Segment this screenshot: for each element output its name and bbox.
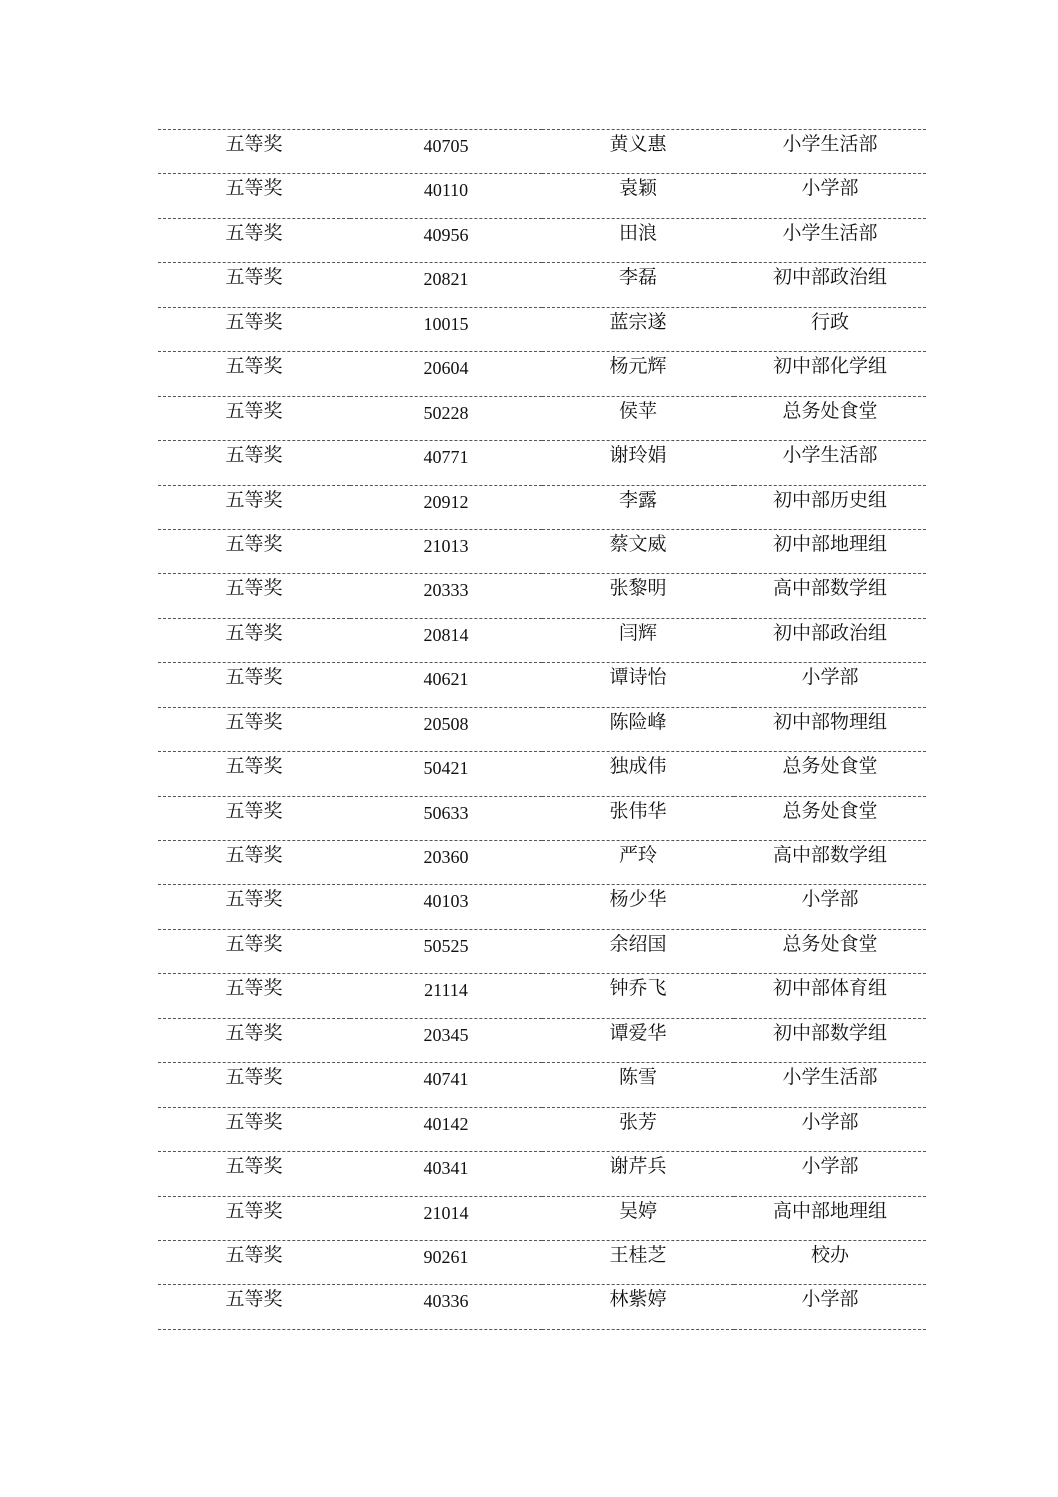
department-cell: 总务处食堂 bbox=[734, 752, 926, 796]
table-row bbox=[158, 130, 926, 174]
employee-name-cell: 陈雪 bbox=[542, 1063, 734, 1107]
department-cell: 初中部政治组 bbox=[734, 618, 926, 662]
table-row bbox=[158, 263, 926, 307]
award-level-cell: 五等奖 bbox=[158, 130, 350, 174]
award-level-cell: 五等奖 bbox=[158, 352, 350, 396]
department-cell: 小学部 bbox=[734, 1285, 926, 1329]
employee-name-cell: 张黎明 bbox=[542, 574, 734, 618]
department-cell: 初中部地理组 bbox=[734, 529, 926, 573]
table-row bbox=[158, 929, 926, 973]
table-row bbox=[158, 1107, 926, 1151]
employee-name-cell: 谢玲娟 bbox=[542, 441, 734, 485]
table-row bbox=[158, 1152, 926, 1196]
employee-id-cell: 10015 bbox=[350, 307, 542, 351]
employee-id-cell: 40705 bbox=[350, 130, 542, 174]
employee-name-cell: 吴婷 bbox=[542, 1196, 734, 1240]
table-row bbox=[158, 485, 926, 529]
department-cell: 高中部数学组 bbox=[734, 574, 926, 618]
employee-id-cell: 20345 bbox=[350, 1018, 542, 1062]
department-cell: 小学生活部 bbox=[734, 218, 926, 262]
award-level-cell: 五等奖 bbox=[158, 218, 350, 262]
employee-id-cell: 90261 bbox=[350, 1240, 542, 1284]
employee-name-cell: 蓝宗遂 bbox=[542, 307, 734, 351]
employee-id-cell: 40341 bbox=[350, 1152, 542, 1196]
employee-name-cell: 王桂芝 bbox=[542, 1240, 734, 1284]
employee-name-cell: 谭诗怡 bbox=[542, 663, 734, 707]
employee-name-cell: 余绍国 bbox=[542, 929, 734, 973]
department-cell: 小学部 bbox=[734, 1107, 926, 1151]
employee-name-cell: 杨元辉 bbox=[542, 352, 734, 396]
table-row bbox=[158, 885, 926, 929]
department-cell: 小学生活部 bbox=[734, 1063, 926, 1107]
award-level-cell: 五等奖 bbox=[158, 885, 350, 929]
department-cell: 小学部 bbox=[734, 663, 926, 707]
employee-name-cell: 谭爱华 bbox=[542, 1018, 734, 1062]
employee-id-cell: 40956 bbox=[350, 218, 542, 262]
award-level-cell: 五等奖 bbox=[158, 663, 350, 707]
employee-name-cell: 田浪 bbox=[542, 218, 734, 262]
award-rows bbox=[158, 130, 926, 1330]
employee-name-cell: 严玲 bbox=[542, 841, 734, 885]
department-cell: 行政 bbox=[734, 307, 926, 351]
award-level-cell: 五等奖 bbox=[158, 707, 350, 751]
employee-name-cell: 陈险峰 bbox=[542, 707, 734, 751]
employee-name-cell: 杨少华 bbox=[542, 885, 734, 929]
award-level-cell: 五等奖 bbox=[158, 485, 350, 529]
award-level-cell: 五等奖 bbox=[158, 841, 350, 885]
department-cell: 总务处食堂 bbox=[734, 396, 926, 440]
employee-id-cell: 20508 bbox=[350, 707, 542, 751]
award-level-cell: 五等奖 bbox=[158, 929, 350, 973]
employee-id-cell: 50525 bbox=[350, 929, 542, 973]
employee-id-cell: 20814 bbox=[350, 618, 542, 662]
employee-id-cell: 21014 bbox=[350, 1196, 542, 1240]
award-level-cell: 五等奖 bbox=[158, 307, 350, 351]
award-level-cell: 五等奖 bbox=[158, 1152, 350, 1196]
table-row bbox=[158, 352, 926, 396]
employee-name-cell: 李露 bbox=[542, 485, 734, 529]
department-cell: 初中部数学组 bbox=[734, 1018, 926, 1062]
department-cell: 高中部数学组 bbox=[734, 841, 926, 885]
award-level-cell: 五等奖 bbox=[158, 1063, 350, 1107]
award-level-cell: 五等奖 bbox=[158, 441, 350, 485]
employee-name-cell: 林紫婷 bbox=[542, 1285, 734, 1329]
employee-name-cell: 黄义惠 bbox=[542, 130, 734, 174]
department-cell: 总务处食堂 bbox=[734, 929, 926, 973]
table-row bbox=[158, 218, 926, 262]
award-level-cell: 五等奖 bbox=[158, 396, 350, 440]
table-row bbox=[158, 307, 926, 351]
award-level-cell: 五等奖 bbox=[158, 974, 350, 1018]
department-cell: 校办 bbox=[734, 1240, 926, 1284]
award-level-cell: 五等奖 bbox=[158, 1196, 350, 1240]
table-row bbox=[158, 663, 926, 707]
department-cell: 初中部化学组 bbox=[734, 352, 926, 396]
employee-id-cell: 50633 bbox=[350, 796, 542, 840]
table-row bbox=[158, 618, 926, 662]
award-list-table bbox=[158, 129, 926, 1330]
table-row bbox=[158, 529, 926, 573]
award-level-cell: 五等奖 bbox=[158, 1285, 350, 1329]
employee-name-cell: 钟乔飞 bbox=[542, 974, 734, 1018]
employee-id-cell: 21114 bbox=[350, 974, 542, 1018]
table-row bbox=[158, 1196, 926, 1240]
table-row bbox=[158, 1063, 926, 1107]
department-cell: 小学生活部 bbox=[734, 441, 926, 485]
department-cell: 初中部历史组 bbox=[734, 485, 926, 529]
employee-id-cell: 50421 bbox=[350, 752, 542, 796]
table-row bbox=[158, 174, 926, 218]
award-level-cell: 五等奖 bbox=[158, 574, 350, 618]
department-cell: 小学部 bbox=[734, 1152, 926, 1196]
employee-id-cell: 20821 bbox=[350, 263, 542, 307]
department-cell: 高中部地理组 bbox=[734, 1196, 926, 1240]
award-level-cell: 五等奖 bbox=[158, 529, 350, 573]
employee-id-cell: 40336 bbox=[350, 1285, 542, 1329]
employee-name-cell: 侯苹 bbox=[542, 396, 734, 440]
table-row bbox=[158, 396, 926, 440]
table-row bbox=[158, 974, 926, 1018]
employee-id-cell: 20604 bbox=[350, 352, 542, 396]
employee-id-cell: 40771 bbox=[350, 441, 542, 485]
table-row bbox=[158, 707, 926, 751]
employee-name-cell: 独成伟 bbox=[542, 752, 734, 796]
employee-id-cell: 40142 bbox=[350, 1107, 542, 1151]
employee-id-cell: 20333 bbox=[350, 574, 542, 618]
employee-name-cell: 张芳 bbox=[542, 1107, 734, 1151]
department-cell: 总务处食堂 bbox=[734, 796, 926, 840]
award-level-cell: 五等奖 bbox=[158, 1107, 350, 1151]
employee-id-cell: 40621 bbox=[350, 663, 542, 707]
table-row bbox=[158, 841, 926, 885]
employee-id-cell: 20360 bbox=[350, 841, 542, 885]
employee-name-cell: 袁颖 bbox=[542, 174, 734, 218]
employee-id-cell: 20912 bbox=[350, 485, 542, 529]
department-cell: 初中部体育组 bbox=[734, 974, 926, 1018]
department-cell: 小学部 bbox=[734, 174, 926, 218]
table-row bbox=[158, 1285, 926, 1329]
employee-name-cell: 李磊 bbox=[542, 263, 734, 307]
department-cell: 小学部 bbox=[734, 885, 926, 929]
award-level-cell: 五等奖 bbox=[158, 796, 350, 840]
table-row bbox=[158, 796, 926, 840]
employee-name-cell: 蔡文威 bbox=[542, 529, 734, 573]
award-level-cell: 五等奖 bbox=[158, 174, 350, 218]
table-row bbox=[158, 752, 926, 796]
award-level-cell: 五等奖 bbox=[158, 618, 350, 662]
employee-name-cell: 谢芹兵 bbox=[542, 1152, 734, 1196]
award-level-cell: 五等奖 bbox=[158, 1240, 350, 1284]
department-cell: 初中部物理组 bbox=[734, 707, 926, 751]
employee-id-cell: 50228 bbox=[350, 396, 542, 440]
employee-id-cell: 40741 bbox=[350, 1063, 542, 1107]
table-row bbox=[158, 574, 926, 618]
employee-id-cell: 21013 bbox=[350, 529, 542, 573]
employee-name-cell: 闫辉 bbox=[542, 618, 734, 662]
employee-name-cell: 张伟华 bbox=[542, 796, 734, 840]
award-level-cell: 五等奖 bbox=[158, 263, 350, 307]
table-row bbox=[158, 441, 926, 485]
department-cell: 小学生活部 bbox=[734, 130, 926, 174]
award-level-cell: 五等奖 bbox=[158, 1018, 350, 1062]
award-level-cell: 五等奖 bbox=[158, 752, 350, 796]
table-row bbox=[158, 1240, 926, 1284]
employee-id-cell: 40103 bbox=[350, 885, 542, 929]
table-row bbox=[158, 1018, 926, 1062]
employee-id-cell: 40110 bbox=[350, 174, 542, 218]
department-cell: 初中部政治组 bbox=[734, 263, 926, 307]
